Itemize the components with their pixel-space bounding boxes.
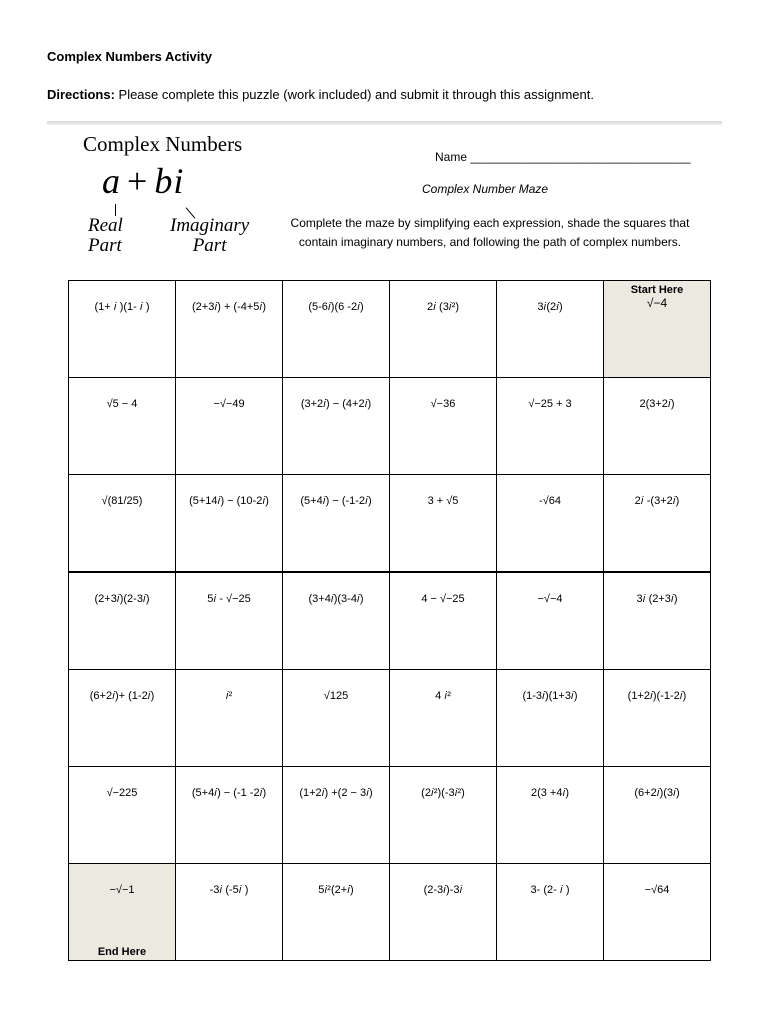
logo-formula-plus: + [127, 161, 149, 201]
maze-row [69, 572, 711, 670]
maze-cell-expression: 5𝑖²(2+𝑖) [318, 884, 354, 896]
maze-cell-expression: (1+2𝑖)(-1-2𝑖) [627, 690, 687, 702]
maze-cell[interactable] [390, 767, 497, 864]
maze-row [69, 281, 711, 378]
maze-grid [68, 280, 711, 961]
maze-cell-expression: (6+2𝑖)(3𝑖) [634, 787, 680, 799]
maze-cell[interactable] [390, 572, 497, 670]
maze-cell-expression: 2𝑖 -(3+2𝑖) [634, 495, 680, 507]
maze-cell[interactable] [497, 670, 604, 767]
maze-cell[interactable] [604, 864, 711, 961]
maze-cell[interactable] [497, 281, 604, 378]
start-here-label: Start Here [630, 284, 684, 296]
maze-cell-expression: (1+2𝑖) +(2 − 3𝑖) [299, 787, 373, 799]
maze-cell[interactable] [176, 670, 283, 767]
maze-cell-expression: −√64 [644, 884, 670, 896]
maze-row [69, 378, 711, 475]
maze-cell-expression: (5+4𝑖) − (-1 -2𝑖) [191, 787, 267, 799]
maze-cell-expression: (2+3𝑖)(2-3𝑖) [94, 593, 150, 605]
maze-cell[interactable] [604, 475, 711, 573]
maze-cell[interactable] [390, 864, 497, 961]
divider [47, 121, 722, 125]
maze-row [69, 670, 711, 767]
maze-cell-expression: 3- (2- 𝑖 ) [530, 884, 570, 896]
maze-cell-expression: 4 𝑖² [435, 690, 451, 702]
logo-formula [102, 160, 184, 202]
maze-cell[interactable] [176, 281, 283, 378]
maze-cell[interactable] [69, 864, 176, 961]
maze-cell-expression: 2𝑖 (3𝑖²) [426, 301, 460, 313]
maze-cell-expression: √−225 [106, 787, 138, 799]
maze-cell[interactable] [283, 475, 390, 573]
maze-cell[interactable] [390, 670, 497, 767]
maze-cell-expression: √(81/25) [101, 495, 143, 507]
maze-cell[interactable] [497, 572, 604, 670]
maze-cell[interactable] [604, 572, 711, 670]
maze-row [69, 864, 711, 961]
maze-cell-expression: (6+2𝑖)+ (1-2𝑖) [89, 690, 155, 702]
maze-cell[interactable] [69, 475, 176, 573]
maze-cell-expression: −√−49 [213, 398, 245, 410]
maze-row [69, 767, 711, 864]
maze-cell[interactable] [283, 864, 390, 961]
maze-cell-expression: 2(3+2𝑖) [639, 398, 675, 410]
maze-cell[interactable] [283, 281, 390, 378]
logo-formula-bi: bi [154, 161, 185, 201]
maze-cell-expression: √−4 [646, 296, 668, 310]
maze-cell-expression: 𝑖² [225, 690, 233, 702]
maze-cell-expression: −√−1 [109, 884, 135, 896]
complex-numbers-logo [82, 132, 260, 266]
directions-text: Please complete this puzzle (work included) and submit it through this assignment. [114, 87, 594, 102]
maze-cell-expression: (5+14𝑖) − (10-2𝑖) [189, 495, 269, 507]
document-title: Complex Numbers Activity [47, 49, 212, 64]
maze-cell[interactable] [390, 475, 497, 573]
directions-label: Directions: [47, 87, 115, 102]
maze-cell[interactable] [283, 378, 390, 475]
maze-cell[interactable] [176, 864, 283, 961]
maze-cell[interactable] [283, 572, 390, 670]
maze-subtitle: Complex Number Maze [422, 182, 549, 196]
maze-cell[interactable] [497, 378, 604, 475]
maze-cell-expression: -√64 [539, 495, 561, 507]
maze-cell-expression: (3+2𝑖) − (4+2𝑖) [300, 398, 372, 410]
maze-cell[interactable] [283, 767, 390, 864]
end-here-label: End Here [97, 946, 147, 958]
maze-cell-expression: 3𝑖 (2+3𝑖) [636, 593, 678, 605]
maze-cell[interactable] [390, 281, 497, 378]
maze-cell-expression: (2-3𝑖)-3𝑖 [423, 884, 463, 896]
maze-cell[interactable] [176, 378, 283, 475]
maze-cell-expression: −√−4 [537, 593, 563, 605]
logo-real-part-label: Real Part [88, 215, 123, 256]
maze-instructions: Complete the maze by simplifying each expression, shade the squares that contain imaginary numbers, and following the path of complex numbers. [290, 216, 690, 249]
maze-cell-expression: (2𝑖²)(-3𝑖²) [421, 787, 465, 799]
maze-cell-expression: 2(3 +4𝑖) [530, 787, 570, 799]
maze-cell-expression: 3𝑖(2𝑖) [537, 301, 563, 313]
maze-cell[interactable] [497, 767, 604, 864]
maze-cell[interactable] [604, 670, 711, 767]
maze-cell-expression: -3𝑖 (-5𝑖 ) [209, 884, 249, 896]
logo-title: Complex Numbers [83, 132, 243, 156]
maze-cell-expression: (2+3𝑖) + (-4+5𝑖) [192, 301, 266, 313]
maze-cell-expression: √−25 + 3 [528, 398, 572, 410]
maze-cell[interactable] [604, 281, 711, 378]
maze-cell[interactable] [69, 767, 176, 864]
maze-cell-expression: 3 + √5 [427, 495, 459, 507]
maze-cell[interactable] [497, 864, 604, 961]
name-field[interactable]: Name _________________________________ [435, 150, 691, 164]
maze-cell-expression: 4 − √−25 [421, 593, 465, 605]
maze-cell[interactable] [604, 767, 711, 864]
maze-cell-expression: (5+4𝑖) − (-1-2𝑖) [300, 495, 372, 507]
maze-cell[interactable] [176, 475, 283, 573]
maze-cell[interactable] [497, 475, 604, 573]
maze-cell-expression: (1-3𝑖)(1+3𝑖) [522, 690, 578, 702]
maze-cell-expression: √125 [323, 690, 349, 702]
maze-cell[interactable] [69, 281, 176, 378]
maze-cell[interactable] [176, 572, 283, 670]
maze-cell-expression: (3+4𝑖)(3-4𝑖) [308, 593, 364, 605]
maze-cell[interactable] [69, 572, 176, 670]
maze-row [69, 475, 711, 573]
maze-cell-expression: (5-6𝑖)(6 -2𝑖) [308, 301, 364, 313]
maze-cell-expression: √−36 [430, 398, 456, 410]
maze-cell[interactable] [283, 670, 390, 767]
logo-imaginary-part-label: Imaginary Part [170, 215, 250, 256]
maze-cell[interactable] [176, 767, 283, 864]
directions [47, 87, 594, 102]
maze-cell[interactable] [604, 378, 711, 475]
maze-cell-expression: (1+ 𝑖 )(1- 𝑖 ) [94, 301, 150, 313]
maze-cell[interactable] [69, 378, 176, 475]
logo-formula-a: a [102, 161, 121, 201]
maze-cell[interactable] [69, 670, 176, 767]
maze-cell-expression: √5 − 4 [106, 398, 138, 410]
maze-cell-expression: 5𝑖 - √−25 [207, 593, 251, 605]
maze-cell[interactable] [390, 378, 497, 475]
